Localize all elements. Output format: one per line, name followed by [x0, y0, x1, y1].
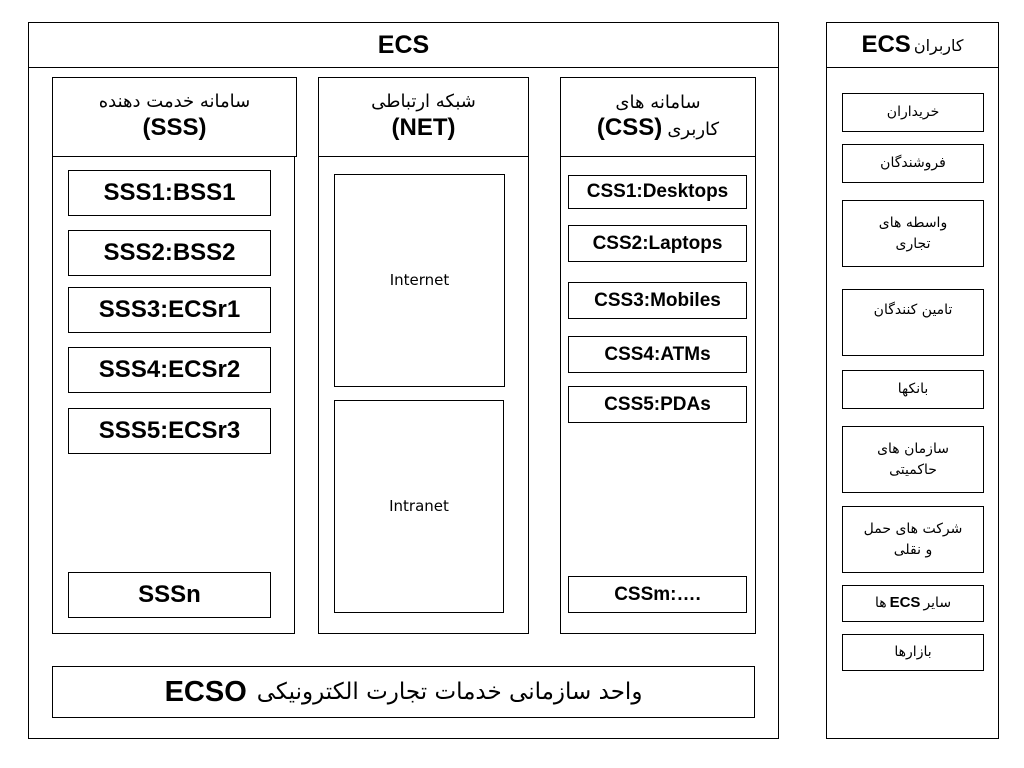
user-item-label: تامین کنندگان: [873, 302, 953, 318]
css-title-fa-1: سامانه های: [615, 91, 701, 113]
users-title-fa: کاربران: [913, 35, 964, 55]
css-item: [568, 175, 747, 209]
user-item-label-line1: شرکت های حمل: [863, 520, 963, 537]
css-item: [568, 336, 747, 373]
css-item: [568, 282, 747, 319]
users-title-en: ECS: [861, 31, 911, 58]
internet-box: [334, 174, 505, 387]
net-title-fa: شبکه ارتباطی: [371, 90, 476, 112]
css-title-fa-2: کاربری: [667, 118, 720, 140]
user-item: [842, 144, 984, 183]
ecs-title: ECS: [377, 30, 430, 59]
user-item-label-post: ها: [874, 595, 887, 611]
css-item-label: CSS1:Desktops: [586, 181, 729, 202]
user-item: [842, 370, 984, 409]
sss-title-fa: سامانه خدمت دهنده: [98, 90, 251, 112]
user-item: [842, 289, 984, 356]
intranet-label: Intranet: [389, 497, 449, 515]
users-header: [826, 22, 999, 68]
user-item-label-line1: سازمان های: [877, 440, 949, 457]
user-item-label: فروشندگان: [880, 155, 946, 171]
sss-item-label: SSS4:ECSr2: [98, 356, 241, 383]
css-item: [568, 225, 747, 262]
user-item: [842, 426, 984, 493]
user-item-label-pre: سایر: [923, 595, 952, 611]
sss-item: [68, 347, 271, 393]
user-item-label: بازارها: [894, 644, 932, 660]
ecso-title-en: ECSO: [164, 675, 247, 708]
css-item: [568, 386, 747, 423]
ecs-title-bar: [28, 22, 779, 68]
net-title-en: (NET): [391, 114, 456, 142]
sss-title-en: (SSS): [142, 114, 207, 142]
sss-item-label: SSS1:BSS1: [103, 179, 236, 206]
user-item: [842, 93, 984, 132]
user-item-label-line2: و نقلی: [893, 541, 933, 558]
intranet-box: [334, 400, 504, 613]
user-item-label-line2: حاکمیتی: [889, 461, 937, 478]
sss-item-label: SSS2:BSS2: [103, 239, 236, 266]
css-title-line2: [597, 114, 719, 142]
sss-item-label: SSS5:ECSr3: [98, 417, 241, 444]
sss-item-last: [68, 572, 271, 618]
user-item-label-line1: واسطه های: [878, 214, 948, 231]
ecso-title-fa: واحد سازمانی خدمات تجارت الکترونیکی: [256, 679, 643, 705]
user-item-label: بانکها: [897, 381, 929, 397]
css-item-label: CSS5:PDAs: [604, 393, 711, 415]
sss-item: [68, 230, 271, 276]
css-item-label: CSS3:Mobiles: [594, 289, 721, 311]
sss-item: [68, 408, 271, 454]
net-header: [318, 77, 529, 157]
internet-label: Internet: [389, 271, 450, 289]
user-item-label-line2: تجاری: [895, 235, 931, 252]
sss-item-label: SSS3:ECSr1: [98, 296, 241, 323]
user-item: [842, 634, 984, 671]
css-title-en: (CSS): [596, 113, 663, 141]
user-item: [842, 506, 984, 573]
sss-item: [68, 287, 271, 333]
ecso-bar: [52, 666, 755, 718]
sss-item: [68, 170, 271, 216]
user-item: [842, 585, 984, 622]
css-header: [560, 77, 756, 157]
css-item-last: [568, 576, 747, 613]
css-item-label: CSSm:….: [614, 583, 701, 605]
css-item-label: CSS4:ATMs: [604, 343, 711, 365]
css-item-label: CSS2:Laptops: [592, 232, 723, 254]
user-item: [842, 200, 984, 267]
sss-item-label: SSSn: [138, 581, 201, 608]
sss-header: [52, 77, 297, 157]
user-item-label: خریداران: [886, 104, 940, 120]
user-item-label-en: ECS: [889, 594, 921, 612]
